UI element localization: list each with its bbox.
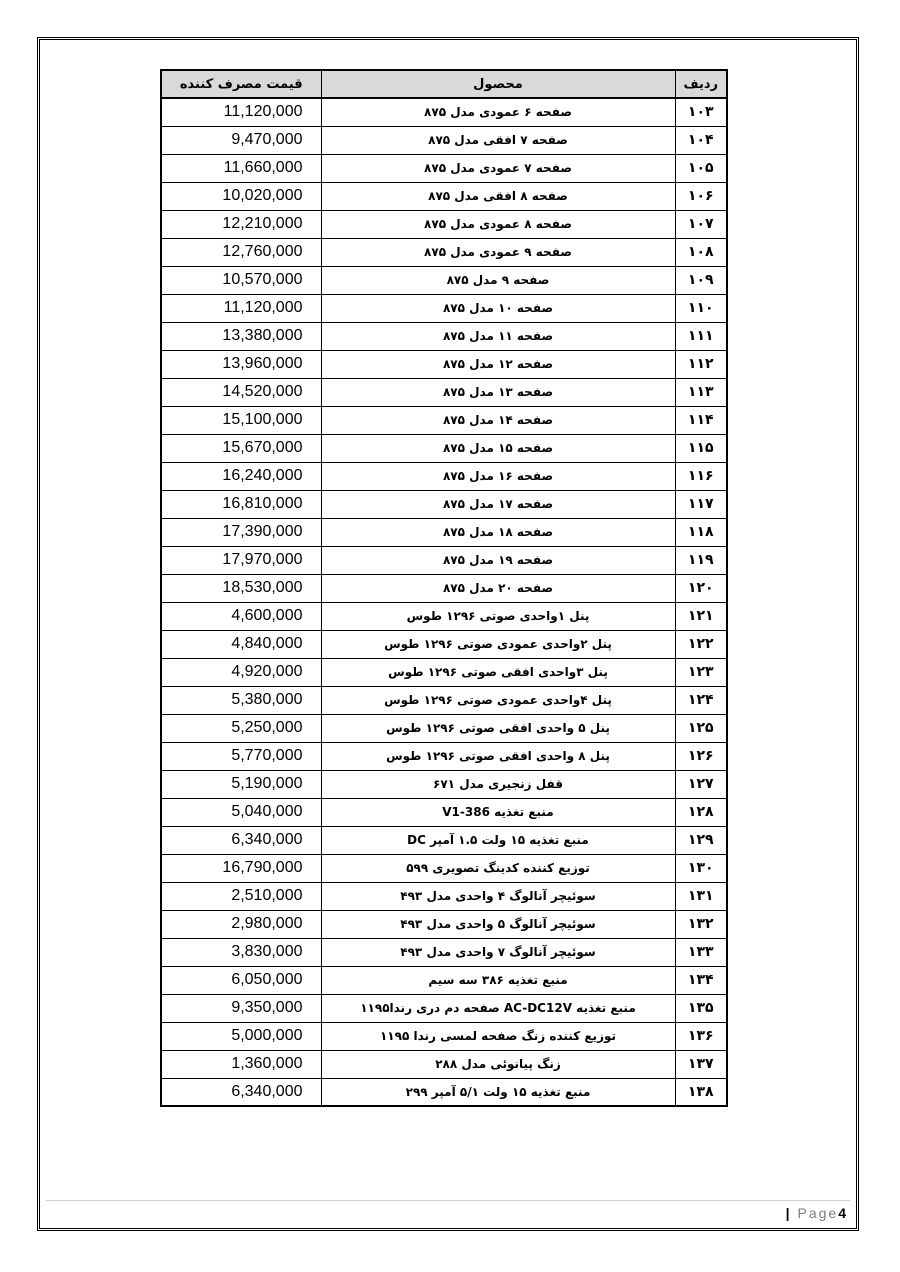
table-row xyxy=(161,238,727,266)
page-footer xyxy=(786,1205,846,1221)
row-price: 13,960,000 xyxy=(161,350,321,378)
row-price: 15,670,000 xyxy=(161,434,321,462)
row-product: صفحه ۸ عمودی مدل ۸۷۵ xyxy=(321,210,675,238)
table-row xyxy=(161,742,727,770)
table-row xyxy=(161,630,727,658)
table-row xyxy=(161,658,727,686)
row-index: ۱۲۲ xyxy=(675,630,727,658)
row-product: منبع تغذیه ۱۵ ولت ۱.۵ آمپر DC xyxy=(321,826,675,854)
row-product: صفحه ۷ افقی مدل ۸۷۵ xyxy=(321,126,675,154)
row-price: 9,470,000 xyxy=(161,126,321,154)
table-row xyxy=(161,826,727,854)
table-body xyxy=(161,98,727,1106)
table-row xyxy=(161,910,727,938)
row-product: منبع تغذیه V1-386 xyxy=(321,798,675,826)
row-product: صفحه ۱۱ مدل ۸۷۵ xyxy=(321,322,675,350)
row-index: ۱۰۹ xyxy=(675,266,727,294)
table-row xyxy=(161,210,727,238)
table-row xyxy=(161,714,727,742)
row-product: پنل ۲واحدی عمودی صوتی ۱۲۹۶ طوس xyxy=(321,630,675,658)
table-row xyxy=(161,602,727,630)
row-product: پنل ۴واحدی عمودی صوتی ۱۲۹۶ طوس xyxy=(321,686,675,714)
table-row xyxy=(161,434,727,462)
table-row xyxy=(161,378,727,406)
row-product: صفحه ۱۹ مدل ۸۷۵ xyxy=(321,546,675,574)
table-row xyxy=(161,294,727,322)
row-product: پنل ۵ واحدی افقی صوتی ۱۲۹۶ طوس xyxy=(321,714,675,742)
row-price: 14,520,000 xyxy=(161,378,321,406)
footer-divider xyxy=(46,1200,850,1201)
row-price: 10,570,000 xyxy=(161,266,321,294)
row-product: سوئیچر آنالوگ ۴ واحدی مدل ۴۹۳ xyxy=(321,882,675,910)
row-price: 16,810,000 xyxy=(161,490,321,518)
table-header-row xyxy=(161,70,727,98)
row-product: صفحه ۱۵ مدل ۸۷۵ xyxy=(321,434,675,462)
row-index: ۱۲۳ xyxy=(675,658,727,686)
row-index: ۱۲۶ xyxy=(675,742,727,770)
price-table xyxy=(160,69,728,1107)
row-index: ۱۰۴ xyxy=(675,126,727,154)
table-row xyxy=(161,770,727,798)
row-product: صفحه ۱۶ مدل ۸۷۵ xyxy=(321,462,675,490)
row-index: ۱۱۸ xyxy=(675,518,727,546)
row-price: 9,350,000 xyxy=(161,994,321,1022)
row-index: ۱۱۱ xyxy=(675,322,727,350)
page-number: 4 xyxy=(838,1205,846,1221)
table-row xyxy=(161,1078,727,1106)
row-product: منبع تغذیه ۱۵ ولت ۵/۱ آمپر ۲۹۹ xyxy=(321,1078,675,1106)
table-row xyxy=(161,574,727,602)
row-price: 4,600,000 xyxy=(161,602,321,630)
row-product: صفحه ۱۲ مدل ۸۷۵ xyxy=(321,350,675,378)
row-price: 2,510,000 xyxy=(161,882,321,910)
row-product: صفحه ۲۰ مدل ۸۷۵ xyxy=(321,574,675,602)
row-price: 12,210,000 xyxy=(161,210,321,238)
row-price: 11,120,000 xyxy=(161,98,321,126)
row-price: 3,830,000 xyxy=(161,938,321,966)
row-price: 16,790,000 xyxy=(161,854,321,882)
row-product: پنل ۱واحدی صوتی ۱۲۹۶ طوس xyxy=(321,602,675,630)
table-row xyxy=(161,882,727,910)
table-row xyxy=(161,406,727,434)
row-index: ۱۳۳ xyxy=(675,938,727,966)
row-price: 11,660,000 xyxy=(161,154,321,182)
row-price: 5,190,000 xyxy=(161,770,321,798)
row-price: 4,840,000 xyxy=(161,630,321,658)
row-index: ۱۲۰ xyxy=(675,574,727,602)
row-product: صفحه ۱۷ مدل ۸۷۵ xyxy=(321,490,675,518)
table-row xyxy=(161,462,727,490)
row-index: ۱۲۴ xyxy=(675,686,727,714)
row-price: 2,980,000 xyxy=(161,910,321,938)
row-product: صفحه ۱۸ مدل ۸۷۵ xyxy=(321,518,675,546)
table-row xyxy=(161,322,727,350)
row-product: صفحه ۹ عمودی مدل ۸۷۵ xyxy=(321,238,675,266)
row-price: 18,530,000 xyxy=(161,574,321,602)
row-product: منبع تغذیه AC-DC12V صفحه دم دری رندا۱۱۹۵ xyxy=(321,994,675,1022)
footer-label: Page xyxy=(797,1205,839,1221)
header-index: ردیف xyxy=(675,70,727,98)
row-index: ۱۳۰ xyxy=(675,854,727,882)
row-price: 6,340,000 xyxy=(161,1078,321,1106)
row-index: ۱۱۵ xyxy=(675,434,727,462)
table-row xyxy=(161,798,727,826)
table-row xyxy=(161,686,727,714)
table-row xyxy=(161,490,727,518)
row-price: 12,760,000 xyxy=(161,238,321,266)
row-price: 4,920,000 xyxy=(161,658,321,686)
row-product: توزیع کننده زنگ صفحه لمسی رندا ۱۱۹۵ xyxy=(321,1022,675,1050)
row-price: 10,020,000 xyxy=(161,182,321,210)
header-price: قیمت مصرف کننده xyxy=(161,70,321,98)
row-price: 5,770,000 xyxy=(161,742,321,770)
table-row xyxy=(161,1050,727,1078)
row-price: 5,250,000 xyxy=(161,714,321,742)
row-product: سوئیچر آنالوگ ۷ واحدی مدل ۴۹۳ xyxy=(321,938,675,966)
row-index: ۱۱۳ xyxy=(675,378,727,406)
row-index: ۱۳۱ xyxy=(675,882,727,910)
row-price: 5,380,000 xyxy=(161,686,321,714)
table-row xyxy=(161,966,727,994)
row-index: ۱۱۹ xyxy=(675,546,727,574)
row-price: 17,390,000 xyxy=(161,518,321,546)
footer-bar: | xyxy=(785,1205,792,1221)
row-index: ۱۰۳ xyxy=(675,98,727,126)
row-product: صفحه ۱۰ مدل ۸۷۵ xyxy=(321,294,675,322)
row-price: 5,000,000 xyxy=(161,1022,321,1050)
table-row xyxy=(161,994,727,1022)
row-index: ۱۰۶ xyxy=(675,182,727,210)
table-row xyxy=(161,1022,727,1050)
row-price: 6,340,000 xyxy=(161,826,321,854)
row-product: صفحه ۱۳ مدل ۸۷۵ xyxy=(321,378,675,406)
row-index: ۱۲۷ xyxy=(675,770,727,798)
row-index: ۱۳۴ xyxy=(675,966,727,994)
row-index: ۱۰۷ xyxy=(675,210,727,238)
table-row xyxy=(161,938,727,966)
row-index: ۱۳۶ xyxy=(675,1022,727,1050)
table-row xyxy=(161,266,727,294)
table-row xyxy=(161,126,727,154)
row-index: ۱۲۸ xyxy=(675,798,727,826)
table-row xyxy=(161,182,727,210)
row-price: 15,100,000 xyxy=(161,406,321,434)
row-index: ۱۲۵ xyxy=(675,714,727,742)
table-row xyxy=(161,546,727,574)
table-row xyxy=(161,98,727,126)
row-price: 13,380,000 xyxy=(161,322,321,350)
row-index: ۱۳۷ xyxy=(675,1050,727,1078)
row-product: صفحه ۷ عمودی مدل ۸۷۵ xyxy=(321,154,675,182)
row-index: ۱۱۰ xyxy=(675,294,727,322)
row-index: ۱۰۸ xyxy=(675,238,727,266)
row-index: ۱۳۵ xyxy=(675,994,727,1022)
table-row xyxy=(161,350,727,378)
row-price: 1,360,000 xyxy=(161,1050,321,1078)
row-index: ۱۱۶ xyxy=(675,462,727,490)
row-index: ۱۱۷ xyxy=(675,490,727,518)
row-index: ۱۳۸ xyxy=(675,1078,727,1106)
row-price: 16,240,000 xyxy=(161,462,321,490)
table-row xyxy=(161,154,727,182)
row-product: صفحه ۸ افقی مدل ۸۷۵ xyxy=(321,182,675,210)
row-product: توزیع کننده کدینگ تصویری ۵۹۹ xyxy=(321,854,675,882)
row-index: ۱۱۲ xyxy=(675,350,727,378)
row-index: ۱۱۴ xyxy=(675,406,727,434)
row-price: 17,970,000 xyxy=(161,546,321,574)
row-product: پنل ۸ واحدی افقی صوتی ۱۲۹۶ طوس xyxy=(321,742,675,770)
row-product: صفحه ۹ مدل ۸۷۵ xyxy=(321,266,675,294)
row-index: ۱۰۵ xyxy=(675,154,727,182)
row-product: سوئیچر آنالوگ ۵ واحدی مدل ۴۹۳ xyxy=(321,910,675,938)
row-product: صفحه ۱۴ مدل ۸۷۵ xyxy=(321,406,675,434)
table-row xyxy=(161,854,727,882)
row-price: 6,050,000 xyxy=(161,966,321,994)
row-index: ۱۳۲ xyxy=(675,910,727,938)
header-product: محصول xyxy=(321,70,675,98)
row-index: ۱۲۹ xyxy=(675,826,727,854)
row-price: 11,120,000 xyxy=(161,294,321,322)
table-row xyxy=(161,518,727,546)
row-product: صفحه ۶ عمودی مدل ۸۷۵ xyxy=(321,98,675,126)
row-product: پنل ۳واحدی افقی صوتی ۱۲۹۶ طوس xyxy=(321,658,675,686)
row-product: منبع تغذیه ۳۸۶ سه سیم xyxy=(321,966,675,994)
row-product: زنگ پیانوئی مدل ۲۸۸ xyxy=(321,1050,675,1078)
row-index: ۱۲۱ xyxy=(675,602,727,630)
row-price: 5,040,000 xyxy=(161,798,321,826)
row-product: قفل زنجیری مدل ۶۷۱ xyxy=(321,770,675,798)
